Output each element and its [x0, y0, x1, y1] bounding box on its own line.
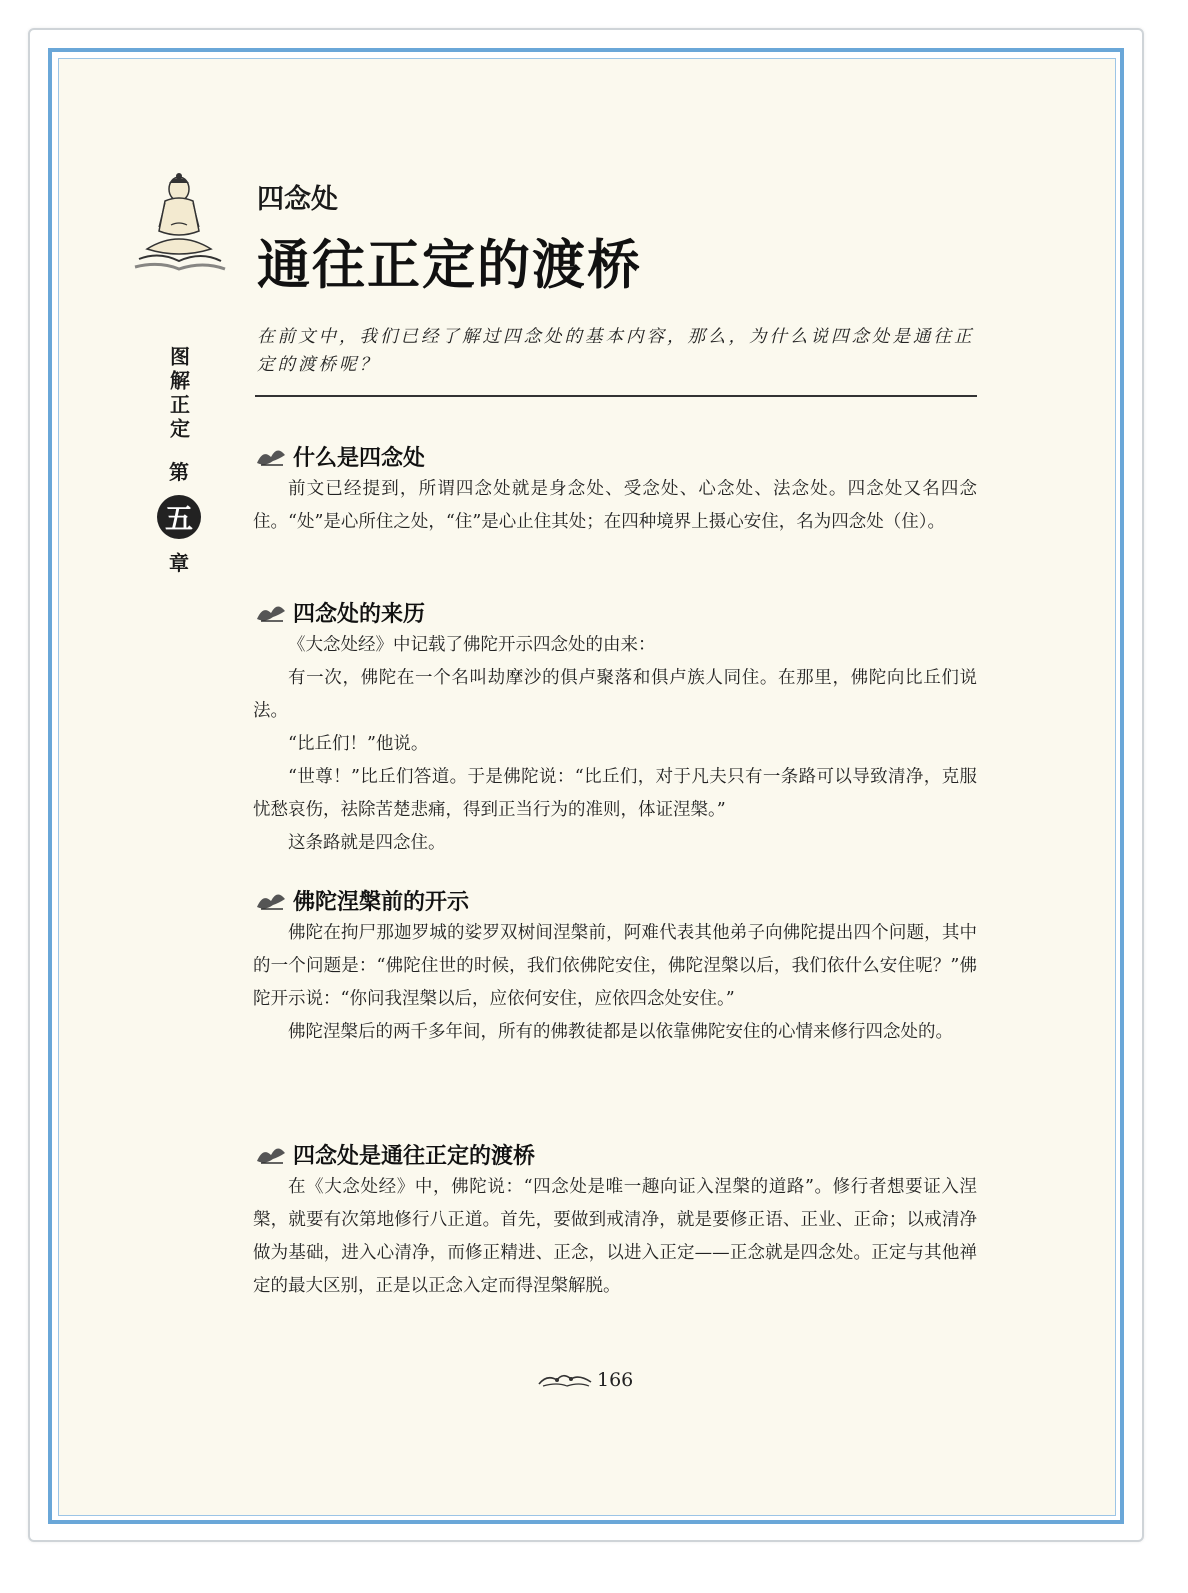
- page-footer: [537, 1369, 633, 1391]
- section-heading-text: 佛陀涅槃前的开示: [293, 888, 470, 915]
- section-final-teaching: [253, 883, 977, 1049]
- book-series-label: 图解正定: [166, 346, 191, 442]
- lotus-icon: [253, 599, 289, 625]
- page-number: 166: [597, 1369, 634, 1391]
- paragraph: 佛陀涅槃后的两千多年间，所有的佛教徒都是以依靠佛陀安住的心情来修行四念处的。: [288, 1022, 953, 1042]
- lotus-icon: [253, 1141, 289, 1167]
- section-heading: [253, 883, 977, 917]
- paragraph: 这条路就是四念住。: [288, 833, 446, 853]
- seated-buddha-icon: [129, 169, 229, 279]
- paragraph: 佛陀在拘尸那迦罗城的娑罗双树间涅槃前，阿难代表其他弟子向佛陀提出四个问题，其中的一个问题是：“佛陀住世的时候，我们依佛陀安住，佛陀涅槃以后，我们依什么安住呢？”佛陀开示说：“你问我涅槃以后，应依何安住，应依四念处安住。”: [253, 923, 977, 1009]
- page-title: 通往正定的渡桥: [257, 234, 642, 296]
- paragraph: 《大念处经》中记载了佛陀开示四念处的由来：: [288, 635, 656, 655]
- section-heading: [253, 595, 977, 629]
- paragraph: 在《大念处经》中，佛陀说：“四念处是唯一趣向证入涅槃的道路”。修行者想要证入涅槃，就要有次第地修行八正道。首先，要做到戒清净，就是要修正语、正业、正命；以戒清净做为基础，进入心清净，而修正精进、正念，以进入正定——正念就是四念处。正定与其他禅定的最大区别，正是以正念入定而得涅槃解脱。: [253, 1177, 977, 1296]
- chapter-number: 五: [164, 502, 193, 535]
- section-bridge: [253, 1137, 977, 1303]
- paragraph: “世尊！”比丘们答道。于是佛陀说：“比丘们，对于凡夫只有一条路可以导致清净，克服忧愁哀伤，祛除苦楚悲痛，得到正当行为的准则，体证涅槃。”: [253, 767, 977, 820]
- intro-text: 在前文中，我们已经了解过四念处的基本内容，那么，为什么说四念处是通往正定的渡桥呢？: [257, 327, 975, 375]
- divider: [255, 395, 977, 397]
- chapter-side-label: [161, 346, 197, 576]
- section-heading: [253, 1137, 977, 1171]
- book-page: [58, 58, 1116, 1516]
- chapter-prefix: 第: [169, 460, 189, 484]
- section-heading-text: 四念处是通往正定的渡桥: [293, 1142, 536, 1169]
- section-heading-text: 四念处的来历: [293, 600, 426, 627]
- paragraph: 有一次，佛陀在一个名叫劫摩沙的俱卢聚落和俱卢族人同住。在那里，佛陀向比丘们说法。: [253, 668, 977, 721]
- section-kicker: 四念处: [257, 184, 338, 215]
- chapter-number-badge: [157, 495, 201, 539]
- section-heading: [253, 439, 977, 473]
- lotus-icon: [253, 887, 289, 913]
- lotus-icon: [253, 443, 289, 469]
- section-heading-text: 什么是四念处: [293, 444, 426, 471]
- section-origin: [253, 595, 977, 860]
- paragraph: 前文已经提到，所谓四念处就是身念处、受念处、心念处、法念处。四念处又名四念住。“处”是心所住之处，“住”是心止住其处；在四种境界上摄心安住，名为四念处（住）。: [253, 479, 977, 532]
- section-what-is: [253, 439, 977, 539]
- paragraph: “比丘们！”他说。: [288, 734, 429, 754]
- cloud-ornament-icon: [537, 1370, 593, 1390]
- chapter-suffix: 章: [169, 551, 189, 575]
